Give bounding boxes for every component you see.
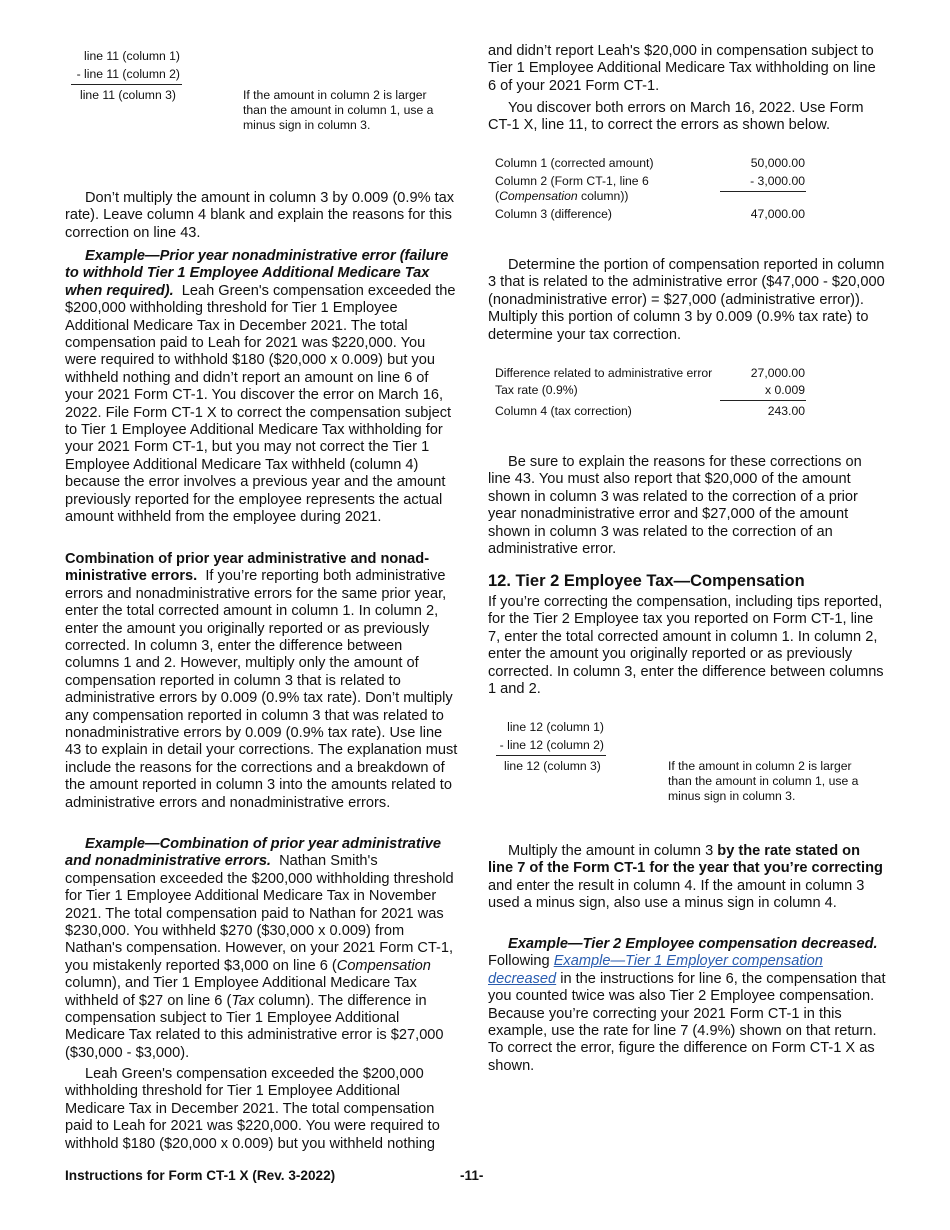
example3-body-b: in the instructions for line 6, the compensation that you counted twice was also Tier 2 Employee compensation. Because you’re correcting your 2021 Form CT-1 in this example, use the rate for line 7 (4.9%) shown on that return. To correct the error, figure the difference on Form CT-1 X as shown. bbox=[488, 970, 886, 1074]
section-title: 12. Tier 2 Employee Tax—Compensation bbox=[488, 572, 805, 590]
paragraph-section: If you’re correcting the compensation, including tips reported, for the Tier 2 Employee tax you reported on Form CT-1, line 7, enter the total corrected amount in column 1. In column 2, enter the amount you originally reported or as previously corrected. In column 3, enter the difference between columns 1 and 2. bbox=[488, 594, 884, 698]
paragraph-continued: and didn’t report Leah's $20,000 in compensation subject to Tier 1 Employee Additional Medicare Tax withholding on line 6 of your 2021 Form CT-1. bbox=[488, 43, 876, 94]
table2-rule bbox=[720, 400, 806, 401]
example3-heading: Example—Tier 2 Employee compensation decreased. bbox=[508, 936, 878, 952]
paragraph-multiply bbox=[488, 843, 886, 913]
example2-italic-a: Compensation bbox=[336, 957, 431, 974]
table2-row2-label: Tax rate (0.9%) bbox=[495, 383, 578, 397]
paragraph-column3: Don’t multiply the amount in column 3 by 0.009 (0.9% tax rate). Leave column 4 blank and explain the reasons for this correction on line 43. bbox=[65, 190, 455, 241]
example2-body-b: column), and Tier 1 Employee Additional Medicare Tax withheld of $27 on line 6 ( bbox=[65, 975, 417, 1009]
example2-heading: Example—Combination of prior year administrative and nonadministrative errors. bbox=[65, 836, 442, 870]
paragraph-leah: Leah Green's compensation exceeded the $200,000 withholding threshold for Tier 1 Employee Additional Medicare Tax in December 2021. The total compensation paid to Leah for 2021 was $220,000. You were required to withhold $180 ($20,000 x 0.009) but you withheld nothing bbox=[65, 1066, 440, 1152]
calc-rule bbox=[71, 84, 182, 85]
combination-body: If you’re reporting both administrative errors and nonadministrative errors for the same prior year, enter the total corrected amount in column 1. In column 2, enter the amount you originally reported or as previously corrected. In column 3, enter the difference between columns 1 and 2. However, multiply only the amount of compensation reported in column 3 that is related to administrative errors by 0.009 (0.9% tax rate). Don’t multiply any compensation reported in column 3 that was related to nonadministrative errors by 0.009 (0.9% tax rate). Use line 43 to explain in detail your corrections. The explanation must include the reasons for the corrections and a breakdown of the amount reported in column 3 into the amounts related to administrative errors and nonadministrative errors. bbox=[65, 568, 458, 811]
example3-body-a: Following bbox=[488, 953, 554, 970]
table2-row1-label: Difference related to administrative error bbox=[495, 366, 713, 380]
table2-row3-value: 243.00 bbox=[767, 404, 805, 418]
example-combination bbox=[65, 836, 460, 1062]
calc-line-2: - line 11 (column 2) bbox=[76, 67, 180, 81]
table1-row2-label-italic: Compensation bbox=[499, 189, 578, 203]
calc12-line-3: line 12 (column 3) bbox=[504, 759, 601, 773]
calc12-line-1: line 12 (column 1) bbox=[507, 720, 604, 734]
multiply-bold: by the rate stated on line 7 of the Form CT-1 for the year that you’re correcting bbox=[488, 843, 883, 877]
combination-heading: Combination of prior year administrative and nonad-ministrative errors. bbox=[65, 551, 430, 585]
table2-row1-value: 27,000.00 bbox=[750, 366, 805, 380]
table1-row2-label: Column 2 (Form CT-1, line 6 (Compensation column)) bbox=[495, 174, 649, 203]
calc12-rule bbox=[496, 755, 606, 756]
paragraph-explain: Be sure to explain the reasons for these corrections on line 43. You must also report that $20,000 of the amount shown in column 3 was related to the correction of a prior year nonadministrative error and $27,000 of the amount shown in column 3 was related to the correction of an administrative error. bbox=[488, 454, 862, 558]
paragraph-determine: Determine the portion of compensation reported in column 3 that is related to the administrative error ($47,000 - $20,000 (nonadministrative error) = $27,000 (administrative error)). Multiply this portion of column 3 by 0.009 (0.9% tax rate) to determine your tax correction. bbox=[488, 257, 885, 343]
multiply-a: Multiply the amount in column 3 bbox=[508, 843, 718, 859]
example-heading: Example—Prior year nonadministrative error (failure to withhold Tier 1 Employee Additional Medicare Tax when required). bbox=[65, 248, 449, 299]
calc12-line-2: - line 12 (column 2) bbox=[499, 738, 604, 752]
example-body: Leah Green's compensation exceeded the $200,000 withholding threshold for Tier 1 Employee Additional Medicare Tax in December 2021. The total compensation paid to Leah for 2021 was $220,000. You were required to withhold $180 ($20,000 x 0.009) but you withheld nothing and didn’t report an amount on line 6 of your 2021 Form CT-1. You discover the error on March 16, 2022. File Form CT-1 X to correct the compensation subject to Tier 1 Employee Additional Medicare Tax withholding for your 2021 Form CT-1, but you may not correct the Tier 1 Employee Additional Medicare Tax withheld (column 4) because the error involves a previous year and the amount previously reported for the employee represents the actual amount withheld from the employee during 2021. bbox=[65, 282, 456, 526]
example-tier2 bbox=[488, 936, 886, 1075]
table1-rule bbox=[720, 191, 806, 192]
table1-row2-label-a: Column 2 (Form CT-1, line 6 bbox=[495, 174, 649, 188]
table1-row3-label: Column 3 (difference) bbox=[495, 207, 612, 221]
footer-page-number: -11- bbox=[460, 1168, 484, 1183]
tier1-example-link[interactable]: Example—Tier 1 Employer compensation decreased bbox=[488, 953, 823, 987]
table1-row3-value: 47,000.00 bbox=[750, 207, 805, 221]
table1-row1-label: Column 1 (corrected amount) bbox=[495, 156, 654, 170]
paragraph-discover: You discover both errors on March 16, 2022. Use Form CT-1 X, line 11, to correct the errors as shown below. bbox=[488, 100, 864, 134]
table1-row2-value: - 3,000.00 bbox=[750, 174, 805, 188]
example2-body-c: column). The difference in compensation subject to Tier 1 Employee Additional Medicare Tax related to this administrative error is $27,000 ($30,000 - $3,000). bbox=[65, 992, 444, 1061]
example-prior-year-nonadmin bbox=[65, 248, 460, 527]
table1-row2-label-rest: column)) bbox=[577, 189, 629, 203]
calc-line-1: line 11 (column 1) bbox=[84, 49, 180, 63]
calc-note: If the amount in column 2 is larger than the amount in column 1, use a minus sign in column 3. bbox=[243, 88, 434, 132]
combination-paragraph bbox=[65, 551, 460, 812]
calc12-note: If the amount in column 2 is larger than the amount in column 1, use a minus sign in column 3. bbox=[668, 759, 859, 803]
example2-body-a: Nathan Smith's compensation exceeded the $200,000 withholding threshold for Tier 1 Employee Additional Medicare Tax in November 2021. The total compensation paid to Nathan for 2021 was $230,000. You withheld $270 ($30,000 x 0.009) from Nathan's compensation. However, on your 2021 Form CT-1, you mistakenly reported $3,000 on line 6 ( bbox=[65, 853, 454, 974]
table2-row3-label: Column 4 (tax correction) bbox=[495, 404, 632, 418]
multiply-b: and enter the result in column 4. If the amount in column 3 used a minus sign, also use a minus sign in column 4. bbox=[488, 877, 865, 912]
table1-row1-value: 50,000.00 bbox=[750, 156, 805, 170]
table2-row2-value: x 0.009 bbox=[765, 383, 805, 397]
footer-title: Instructions for Form CT-1 X (Rev. 3-2022) bbox=[65, 1168, 336, 1183]
calc-line-3: line 11 (column 3) bbox=[80, 88, 176, 102]
example2-italic-b: Tax bbox=[231, 992, 255, 1009]
